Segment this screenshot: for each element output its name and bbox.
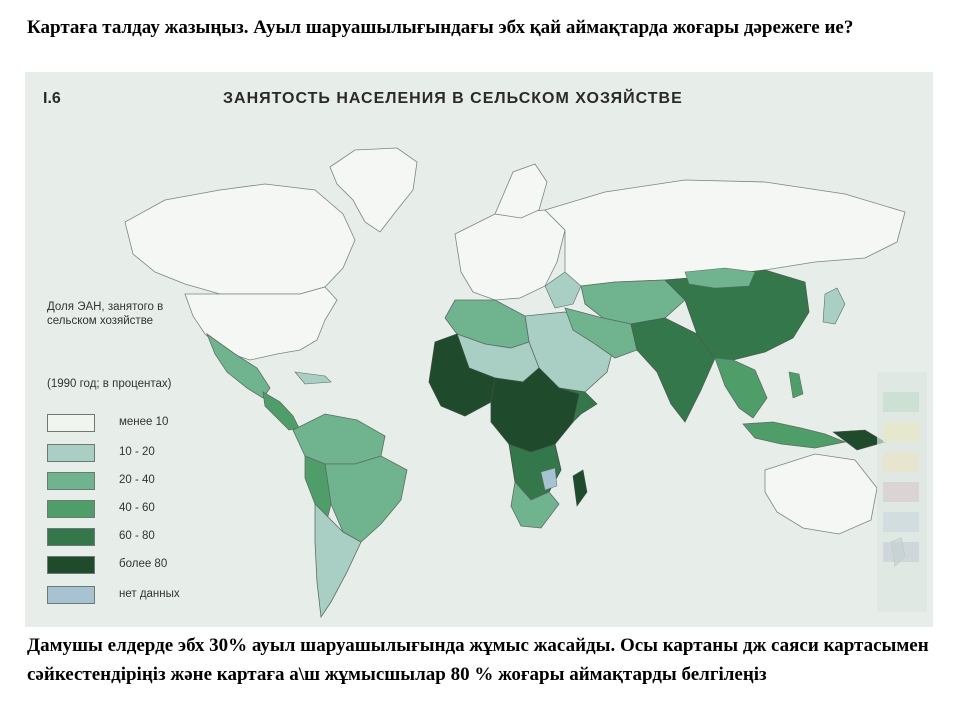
assignment-text: Дамушы елдерде эбх 30% ауыл шаруашылығында жұмыс жасайды. Осы картаны дж саяси картасымен сәйкестендіріңіз және картаға а\ш жұмысшылар 80 % жоғары аймақтарды белгілеңіз bbox=[27, 635, 929, 685]
legend-year-note: (1990 год; в процентах) bbox=[47, 378, 172, 390]
legend-item bbox=[47, 586, 237, 606]
legend-label: 40 - 60 bbox=[119, 502, 155, 514]
legend-swatch bbox=[47, 444, 95, 462]
legend-swatch bbox=[47, 500, 95, 518]
legend-label: менее 10 bbox=[119, 416, 169, 428]
legend-item bbox=[47, 472, 237, 492]
legend-item bbox=[47, 414, 237, 434]
legend-item bbox=[47, 444, 237, 464]
legend-item bbox=[47, 556, 237, 576]
legend-label: более 80 bbox=[119, 558, 168, 570]
map-image bbox=[25, 72, 933, 627]
map-title: ЗАНЯТОСТЬ НАСЕЛЕНИЯ В СЕЛЬСКОМ ХОЗЯЙСТВЕ bbox=[223, 90, 683, 107]
legend-swatch bbox=[47, 556, 95, 574]
legend-swatch bbox=[47, 586, 95, 604]
legend-title: Доля ЭАН, занятого в сельском хозяйстве bbox=[47, 301, 164, 327]
legend-label: 20 - 40 bbox=[119, 474, 155, 486]
mongolia-region bbox=[685, 268, 755, 288]
map-code: I.6 bbox=[43, 90, 61, 107]
legend-item bbox=[47, 528, 237, 548]
task-heading: Картаға талдау жазыңыз. Ауыл шаруашылығындағы эбх қай аймақтарда жоғары дәрежеге ие? bbox=[27, 17, 854, 38]
legend-swatch bbox=[47, 528, 95, 546]
legend-item bbox=[47, 500, 237, 520]
legend-swatch bbox=[47, 414, 95, 432]
legend-label: 60 - 80 bbox=[119, 530, 155, 542]
legend-label: 10 - 20 bbox=[119, 446, 155, 458]
legend-label: нет данных bbox=[119, 588, 180, 600]
legend-swatch bbox=[47, 472, 95, 490]
